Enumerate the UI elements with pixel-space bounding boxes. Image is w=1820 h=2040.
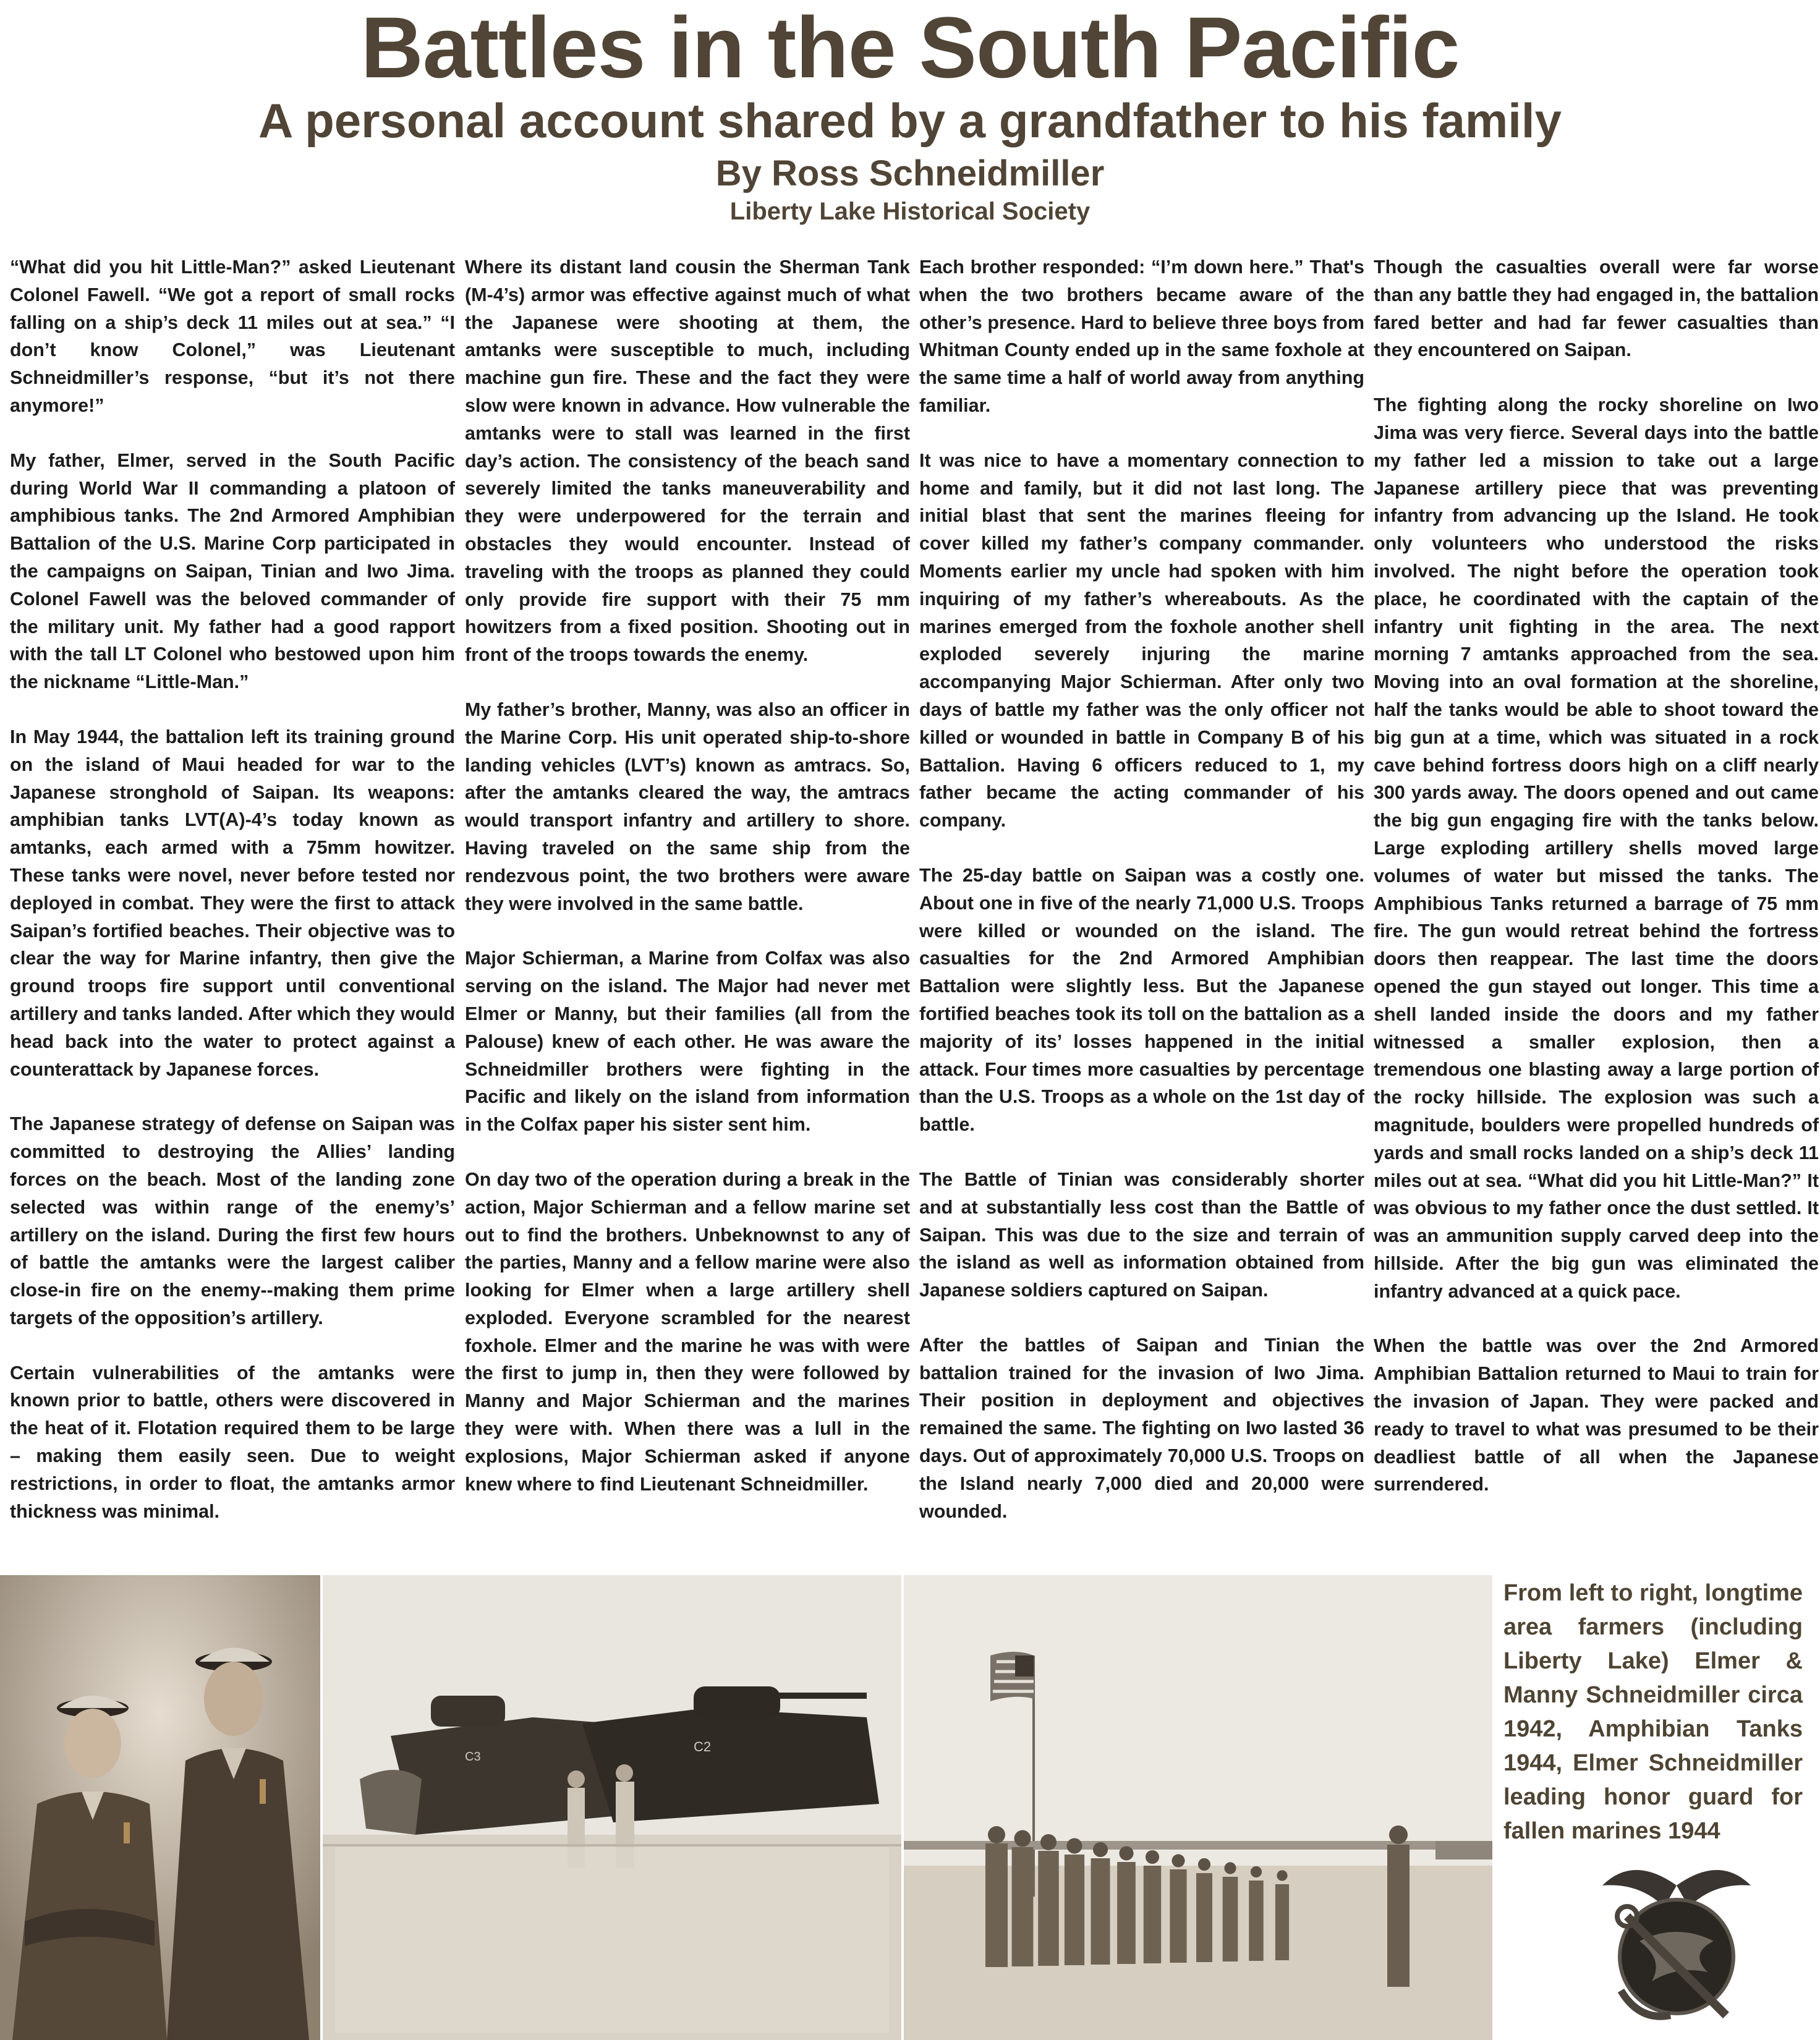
paragraph: It was nice to have a momentary connection to home and family, but it did not last long. The initial blast that sent the marines fleeing for cover killed my father’s company commander. Moments earlier my uncle had spoken with him inquiring of my father’s whereabouts. As the marines emerged from the foxhole another shell exploded severely injuring the marine accompanying Major Schierman. After only two days of battle my father was the only officer not killed or wounded in battle in Company B of his Battalion. Having 6 officers reduced to 1, my father became the acting commander of his company. [919,449,1364,831]
text-column-3 [919,253,1364,1576]
amphibian-tanks-photo [323,1575,901,2040]
article-title: Battles in the South Pacific [360,0,1460,96]
tank-label-c2: C2 [694,1739,712,1754]
soldier-figure [1144,1850,1161,1963]
tank-label-c3: C3 [465,1750,481,1764]
soldier-figure [1091,1842,1110,1965]
soldier-figure [1249,1866,1263,1961]
article-header [0,0,1820,235]
officer-figure [1387,1825,1410,1987]
paragraph: Each brother responded: “I’m down here.” That's when the two brothers became aware of the other’s presence. Hard to believe three boys from Whitman County ended up in the same foxhole at the same time a half of world away from anything familiar. [919,257,1364,416]
soldier-figure [1196,1858,1212,1962]
paragraph: The 25-day battle on Saipan was a costly one. About one in five of the nearly 71,000 U.S. Troops were killed or wounded on the island. The casualties for the 2nd Armored Amphibian Battalion were slightly less. But the Japanese fortified beaches took its toll on the battalion as a majority of its’ losses happened in the initial attack. Four times more casualties by percentage than the U.S. Troops as a whole on the 1st day of battle. [919,864,1364,1136]
soldier-figure [1065,1838,1084,1965]
photo-caption: From left to right, longtime area farmers (including Liberty Lake) Elmer & Manny Schneidmiller circa 1942, Amphibian Tanks 1944, Elmer Schneidmiller leading honor guard for fallen marines 1944 [1503,1580,1803,1844]
soldier-figure [1038,1834,1058,1966]
brothers-portrait-photo [0,1575,320,2040]
paragraph: Where its distant land cousin the Sherman Tank (M-4’s) armor was effective against much of what the Japanese were shooting at them, the amtanks were susceptible to much, including machine gun fire. These and the fact they were slow were known in advance. How vulnerable the amtanks were to stall was learned in the first day’s action. The consistency of the beach sand severely limited the tanks maneuverability and they were underpowered for the terrain and obstacles they would encounter. Instead of traveling with the troops as planned they could only provide fire support with their 75 mm howitzers from a fixed position. Shooting out in front of the troops towards the enemy. [465,257,910,666]
soldier-figure [1117,1846,1136,1964]
soldier-figure [985,1826,1008,1967]
article-subtitle: A personal account shared by a grandfather to his family [258,93,1562,148]
soldier-figure [1170,1854,1186,1963]
text-column-1 [10,253,455,1576]
paragraph: My father, Elmer, served in the South Pacific during World War II commanding a platoon of amphibious tanks. The 2nd Armored Amphibian Battalion of the U.S. Marine Corp participated in the campaigns on Saipan, Tinian and Iwo Jima. Colonel Fawell was the beloved commander of the military unit. My father had a good rapport with the tall LT Colonel who bestowed upon him the nickname “Little-Man.” [10,449,455,693]
paragraph: The Japanese strategy of defense on Saipan was committed to destroying the Allies’ landing forces on the beach. Most of the landing zone selected was within range of the enemy’s’ artillery on the island. During the first few hours of battle the amtanks were the largest caliber close-in fire on the enemy--making them prime targets of the opposition’s artillery. [10,1113,455,1328]
paragraph: After the battles of Saipan and Tinian the battalion trained for the invasion of Iwo Jima. Their position in deployment and objectives remained the same. The fighting on Iwo lasted 36 days. Out of approximately 70,000 U.S. Troops on the Island nearly 7,000 died and 20,000 were wounded. [919,1334,1364,1522]
text-column-2 [465,253,910,1576]
paragraph: The fighting along the rocky shoreline on Iwo Jima was very fierce. Several days into the battle my father led a mission to take out a large Japanese artillery piece that was preventing infantry from advancing up the Island. He took only volunteers who understood the risks involved. The night before the operation took place, he coordinated with the captain of the infantry unit fighting in the area. The next morning 7 amtanks approached from the sea. Moving into an oval formation at the shoreline, half the tanks would be able to shoot toward the big gun at a time, which was situated in a rock cave behind fortress doors high on a cliff nearly 300 yards away. The doors opened and out came the big gun engaging fire with the tanks below. Large exploding artillery shells moved large volumes of water but missed the tanks. The Amphibious Tanks returned a barrage of 75 mm fire. The gun would retreat behind the fortress doors then reappear. The last time the doors opened the gun stayed out longer. This time a shell landed inside the doors and my father witnessed a smaller explosion, then a tremendous one blasting away a large portion of the rocky hillside. The explosion was such a magnitude, boulders were propelled hundreds of yards and small rocks landed on a ship’s deck 11 miles out at sea. “What did you hit Little-Man?” It was obvious to my father once the dust settled. It was an ammunition supply carved deep into the hillside. After the big gun was eliminated the infantry advanced at a quick pace. [1374,394,1819,1302]
paragraph: In May 1944, the battalion left its training ground on the island of Maui headed for war to the Japanese stronghold of Saipan. Its weapons: amphibian tanks LVT(A)-4’s today known as amtanks, each armed with a 75mm howitzer. These tanks were novel, never before tested nor deployed in combat. They were the first to attack Saipan’s fortified beaches. Their objective was to clear the way for Marine infantry, then give the ground troops fire support until conventional artillery and tanks landed. After which they would head back into the water to protect against a counterattack by Japanese forces. [10,726,455,1080]
paragraph: Major Schierman, a Marine from Colfax was also serving on the island. The Major had never met Elmer or Manny, but their families (all from the Palouse) knew of each other. He was aware the Schneidmiller brothers were fighting in the Pacific and likely on the island from information in the Colfax paper his sister sent him. [465,948,910,1136]
soldier-figure [1275,1870,1289,1960]
paragraph: On day two of the operation during a break in the action, Major Schierman and a fellow marine set out to find the brothers. Unbeknownst to any of the parties, Manny and a fellow marine were also looking for Elmer when a large artillery shell exploded. Everyone scrambled for the nearest foxhole. Elmer and the marine he was with were the first to jump in, then they were followed by Manny and Major Schierman and the marines they were with. When there was a lull in the explosions, Major Schierman asked if anyone knew where to find Lieutenant Schneidmiller. [465,1168,910,1495]
paragraph: The Battle of Tinian was considerably shorter and at substantially less cost than the Battle of Saipan. This was due to the size and terrain of the island as well as information obtained from Japanese soldiers captured on Saipan. [919,1168,1364,1301]
honor-guard-photo [904,1575,1492,2040]
paragraph: My father’s brother, Manny, was also an officer in the Marine Corp. His unit operated ship-to-shore landing vehicles (LVT’s) known as amtracs. So, after the amtanks cleared the way, the amtracs would transport infantry and artillery to shore. Having traveled on the same ship from the rendezvous point, the two brothers were aware they were involved in the same battle. [465,699,910,914]
organization-name: Liberty Lake Historical Society [729,198,1091,225]
paragraph: “What did you hit Little-Man?” asked Lieutenant Colonel Fawell. “We got a report of small rocks falling on a ship’s deck 11 miles out at sea.” “I don’t know Colonel,” was Lieutenant Schneidmiller’s response, “but it’s not there anymore!” [10,257,455,416]
article-byline: By Ross Schneidmiller [715,153,1105,193]
paragraph: Certain vulnerabilities of the amtanks were known prior to battle, others were discovered in the heat of it. Flotation required them to be large – making them easily seen. Due to weight restrictions, in order to float, the amtanks armor thickness was minimal. [10,1362,455,1522]
marine-corps-emblem [1590,1848,1763,2028]
paragraph: When the battle was over the 2nd Armored Amphibian Battalion returned to Maui to train for the invasion of Japan. They were packed and ready to travel to what was presumed to be their deadliest battle of all when the Japanese surrendered. [1374,1335,1819,1495]
soldier-figure [1223,1862,1238,1961]
soldier-figure [1012,1830,1034,1966]
text-column-4 [1374,253,1819,1576]
paragraph: Though the casualties overall were far worse than any battle they had engaged in, the battalion fared better and had far fewer casualties than they encountered on Saipan. [1374,257,1819,361]
